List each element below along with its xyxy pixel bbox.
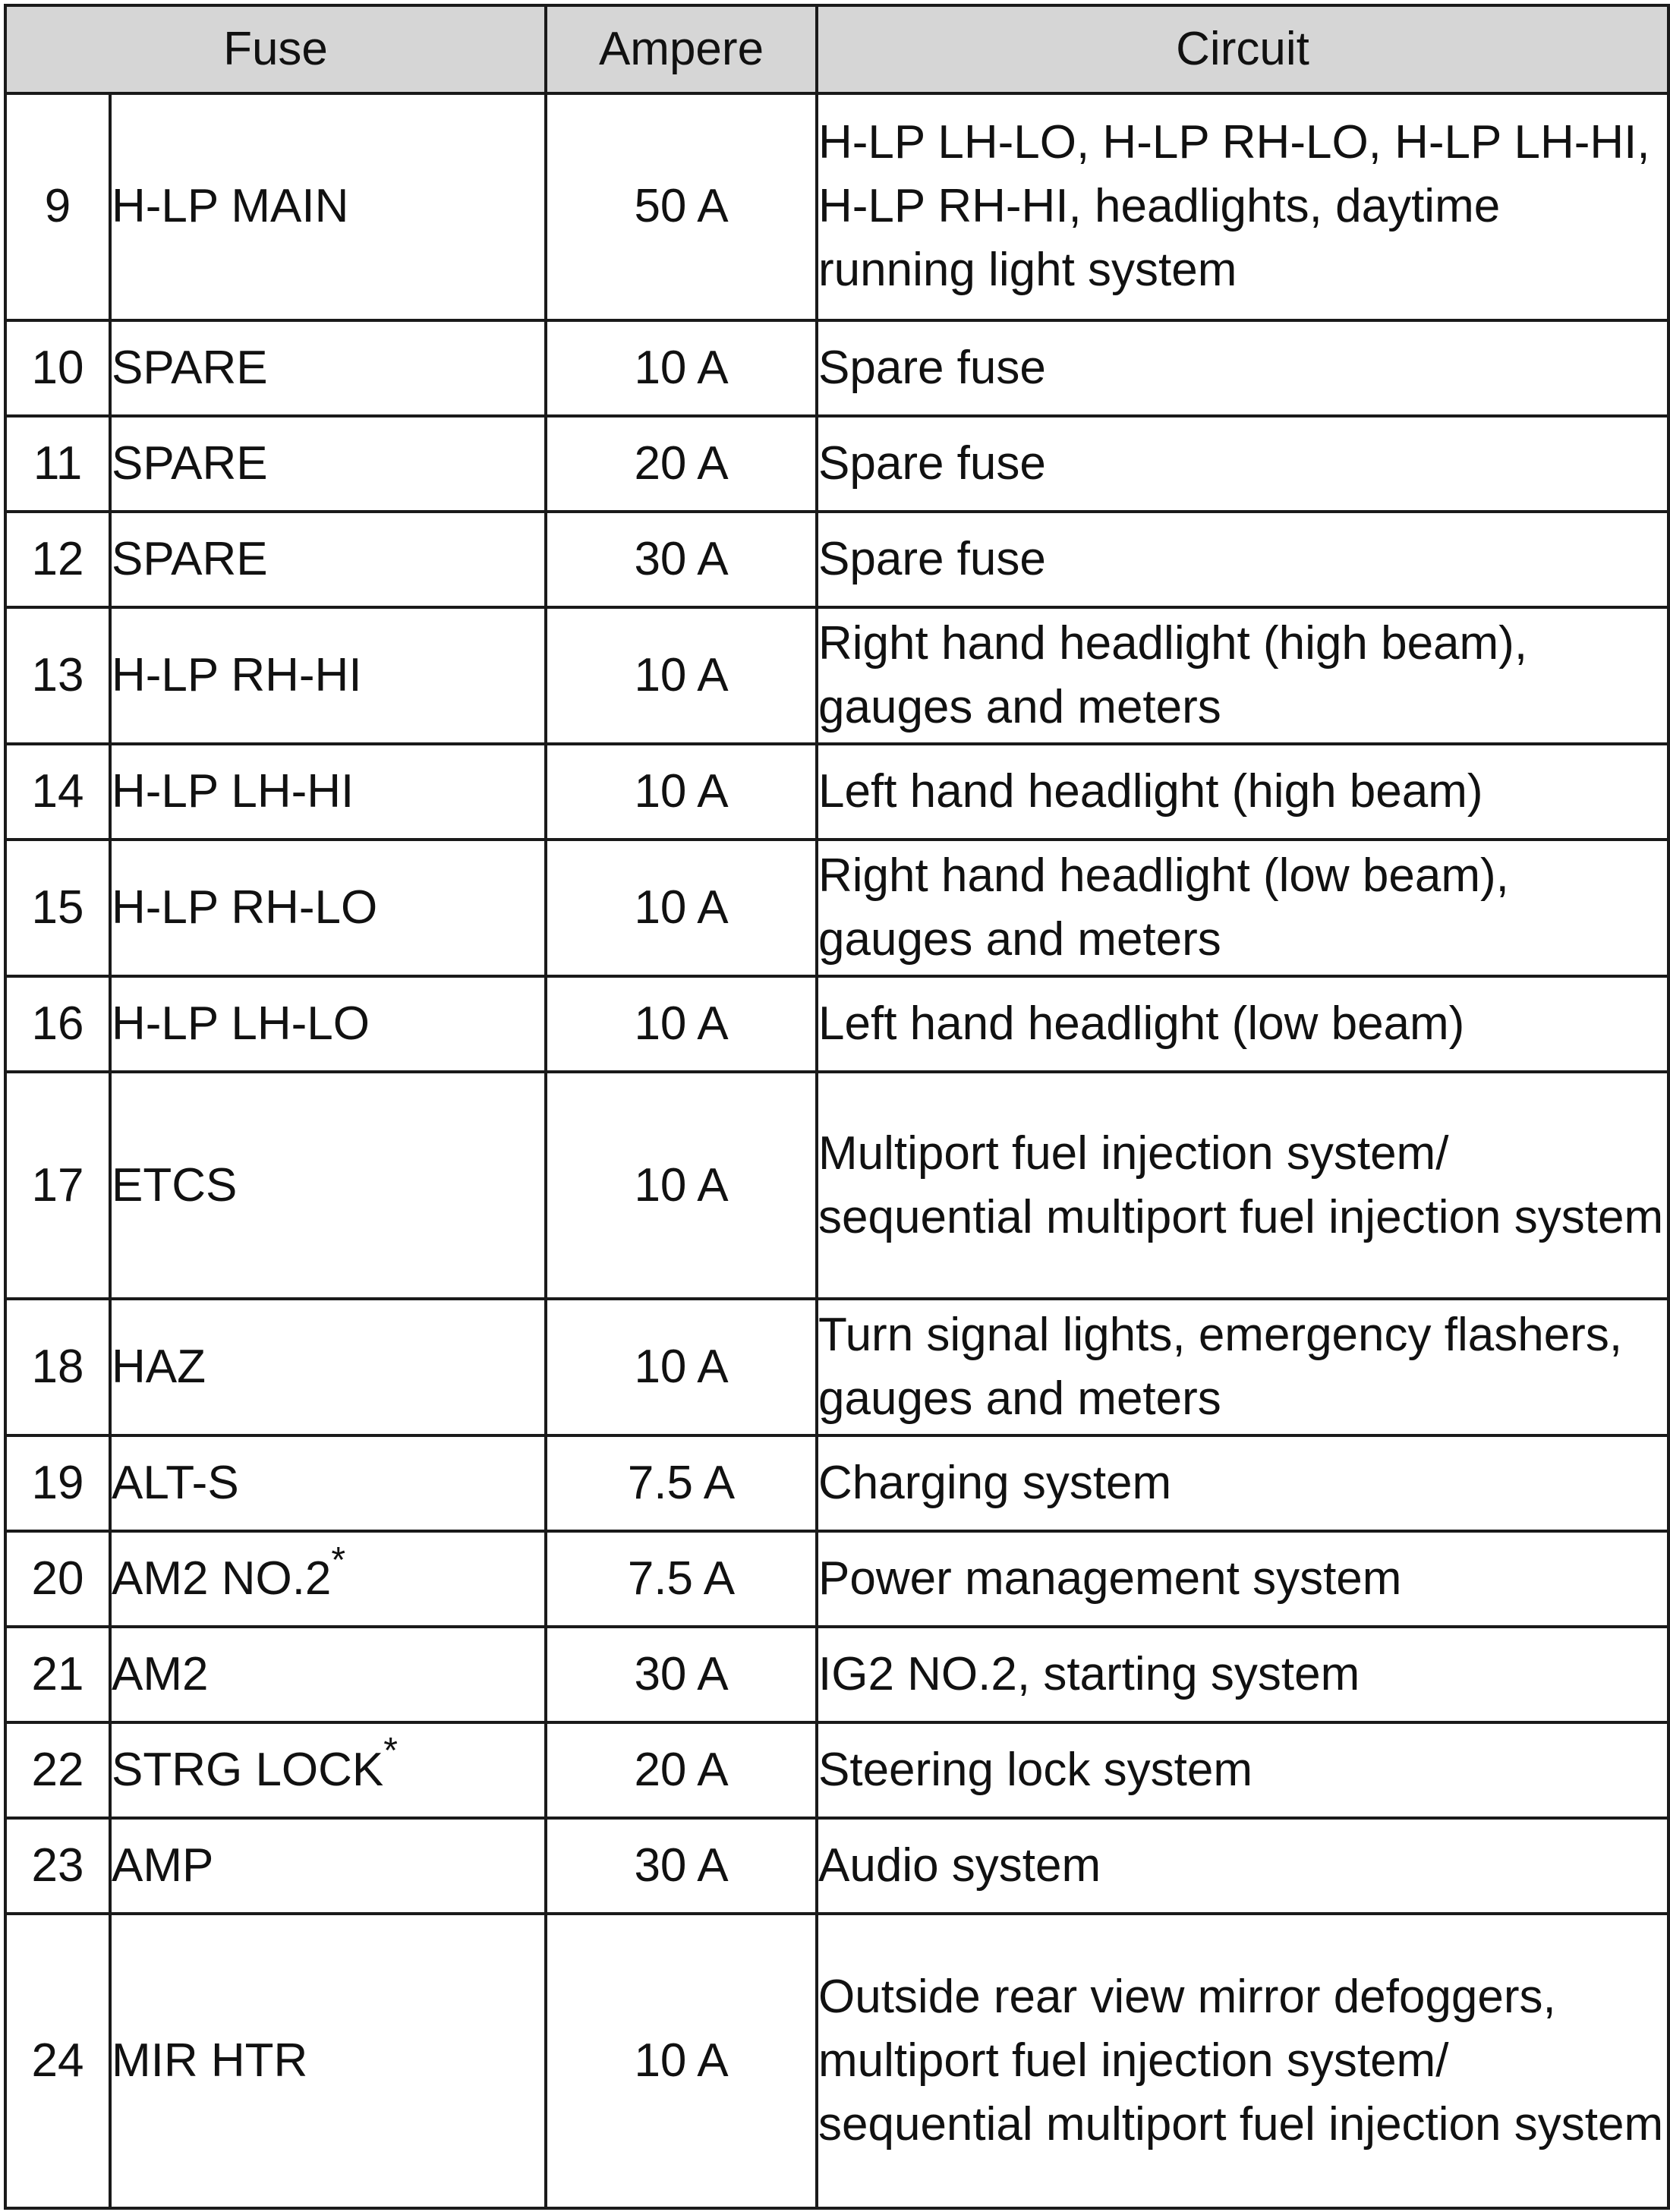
fuse-circuit: Spare fuse xyxy=(817,416,1668,512)
fuse-number: 20 xyxy=(5,1531,110,1627)
fuse-ampere: 30 A xyxy=(546,1818,817,1914)
fuse-circuit: Outside rear view mirror defoggers, multiport fuel injection system/ sequential multiport fuel injection system xyxy=(817,1914,1668,2208)
fuse-name: MIR HTR xyxy=(112,2034,308,2087)
fuse-name-cell xyxy=(110,93,546,320)
fuse-circuit: Right hand headlight (high beam), gauges and meters xyxy=(817,607,1668,744)
table-row xyxy=(5,93,1668,320)
fuse-name: H-LP LH-LO xyxy=(112,997,370,1051)
fuse-circuit: Right hand headlight (low beam), gauges and meters xyxy=(817,840,1668,976)
fuse-name: AM2 xyxy=(112,1648,209,1701)
fuse-ampere: 10 A xyxy=(546,744,817,840)
fuse-name: AM2 NO.2 xyxy=(112,1552,332,1605)
table-row xyxy=(5,607,1668,744)
fuse-ampere: 50 A xyxy=(546,93,817,320)
fuse-number: 15 xyxy=(5,840,110,976)
table-row xyxy=(5,1914,1668,2208)
fuse-name-cell xyxy=(110,1072,546,1299)
fuse-name: SPARE xyxy=(112,436,268,490)
fuse-ampere: 10 A xyxy=(546,1072,817,1299)
table-row xyxy=(5,320,1668,416)
fuse-name: HAZ xyxy=(112,1341,206,1394)
fuse-circuit: Spare fuse xyxy=(817,512,1668,607)
fuse-number: 13 xyxy=(5,607,110,744)
fuse-circuit: Left hand headlight (high beam) xyxy=(817,744,1668,840)
fuse-name: H-LP RH-LO xyxy=(112,881,378,934)
fuse-number: 10 xyxy=(5,320,110,416)
fuse-name-cell xyxy=(110,840,546,976)
table-row xyxy=(5,1531,1668,1627)
fuse-ampere: 10 A xyxy=(546,1299,817,1435)
fuse-name: ETCS xyxy=(112,1158,238,1212)
fuse-ampere: 7.5 A xyxy=(546,1435,817,1531)
fuse-name-cell xyxy=(110,416,546,512)
fuse-ampere: 10 A xyxy=(546,976,817,1072)
table-row xyxy=(5,1627,1668,1722)
fuse-name: SPARE xyxy=(112,341,268,394)
fuse-number: 11 xyxy=(5,416,110,512)
fuse-number: 24 xyxy=(5,1914,110,2208)
fuse-name: H-LP LH-HI xyxy=(112,764,354,818)
table-row xyxy=(5,744,1668,840)
header-circuit: Circuit xyxy=(817,5,1668,93)
table-row xyxy=(5,416,1668,512)
fuse-number: 22 xyxy=(5,1722,110,1818)
fuse-circuit: Steering lock system xyxy=(817,1722,1668,1818)
table-row xyxy=(5,840,1668,976)
fuse-name: H-LP RH-HI xyxy=(112,648,362,701)
fuse-circuit: IG2 NO.2, starting system xyxy=(817,1627,1668,1722)
header-row xyxy=(5,5,1668,93)
fuse-name-cell xyxy=(110,320,546,416)
fuse-name-cell xyxy=(110,1627,546,1722)
fuse-table xyxy=(4,4,1670,2210)
table-row xyxy=(5,1722,1668,1818)
fuse-ampere: 7.5 A xyxy=(546,1531,817,1627)
table-row xyxy=(5,1072,1668,1299)
fuse-number: 14 xyxy=(5,744,110,840)
fuse-circuit: Multiport fuel injection system/ sequential multiport fuel injection system xyxy=(817,1072,1668,1299)
fuse-circuit: H-LP LH-LO, H-LP RH-LO, H-LP LH-HI, H-LP RH-HI, headlights, daytime running light system xyxy=(817,93,1668,320)
fuse-name-cell xyxy=(110,1722,546,1818)
fuse-name: AMP xyxy=(112,1839,214,1892)
fuse-number: 9 xyxy=(5,93,110,320)
table-row xyxy=(5,1818,1668,1914)
fuse-ampere: 20 A xyxy=(546,1722,817,1818)
fuse-number: 17 xyxy=(5,1072,110,1299)
fuse-number: 12 xyxy=(5,512,110,607)
footnote-asterisk: * xyxy=(383,1731,398,1772)
fuse-name-cell xyxy=(110,1818,546,1914)
fuse-ampere: 20 A xyxy=(546,416,817,512)
fuse-name-cell xyxy=(110,744,546,840)
fuse-number: 19 xyxy=(5,1435,110,1531)
fuse-name-cell xyxy=(110,512,546,607)
fuse-name: ALT-S xyxy=(112,1457,239,1510)
fuse-name-cell xyxy=(110,1531,546,1627)
footnote-asterisk: * xyxy=(331,1539,346,1580)
fuse-circuit: Charging system xyxy=(817,1435,1668,1531)
fuse-name-cell xyxy=(110,607,546,744)
fuse-ampere: 10 A xyxy=(546,1914,817,2208)
table-row xyxy=(5,1435,1668,1531)
fuse-name: STRG LOCK xyxy=(112,1743,384,1796)
fuse-circuit: Spare fuse xyxy=(817,320,1668,416)
fuse-ampere: 10 A xyxy=(546,607,817,744)
table-row xyxy=(5,512,1668,607)
fuse-name-cell xyxy=(110,1299,546,1435)
fuse-circuit: Audio system xyxy=(817,1818,1668,1914)
fuse-number: 21 xyxy=(5,1627,110,1722)
fuse-name-cell xyxy=(110,976,546,1072)
fuse-ampere: 30 A xyxy=(546,1627,817,1722)
fuse-number: 16 xyxy=(5,976,110,1072)
fuse-circuit: Left hand headlight (low beam) xyxy=(817,976,1668,1072)
fuse-table-body xyxy=(5,93,1668,2208)
fuse-number: 18 xyxy=(5,1299,110,1435)
fuse-circuit: Turn signal lights, emergency flashers, gauges and meters xyxy=(817,1299,1668,1435)
table-row xyxy=(5,1299,1668,1435)
fuse-name: SPARE xyxy=(112,532,268,585)
fuse-circuit: Power management system xyxy=(817,1531,1668,1627)
fuse-name-cell xyxy=(110,1914,546,2208)
header-fuse: Fuse xyxy=(5,5,546,93)
header-ampere: Ampere xyxy=(546,5,817,93)
fuse-name-cell xyxy=(110,1435,546,1531)
fuse-number: 23 xyxy=(5,1818,110,1914)
fuse-ampere: 10 A xyxy=(546,840,817,976)
fuse-name: H-LP MAIN xyxy=(112,180,349,233)
table-row xyxy=(5,976,1668,1072)
fuse-ampere: 10 A xyxy=(546,320,817,416)
fuse-ampere: 30 A xyxy=(546,512,817,607)
